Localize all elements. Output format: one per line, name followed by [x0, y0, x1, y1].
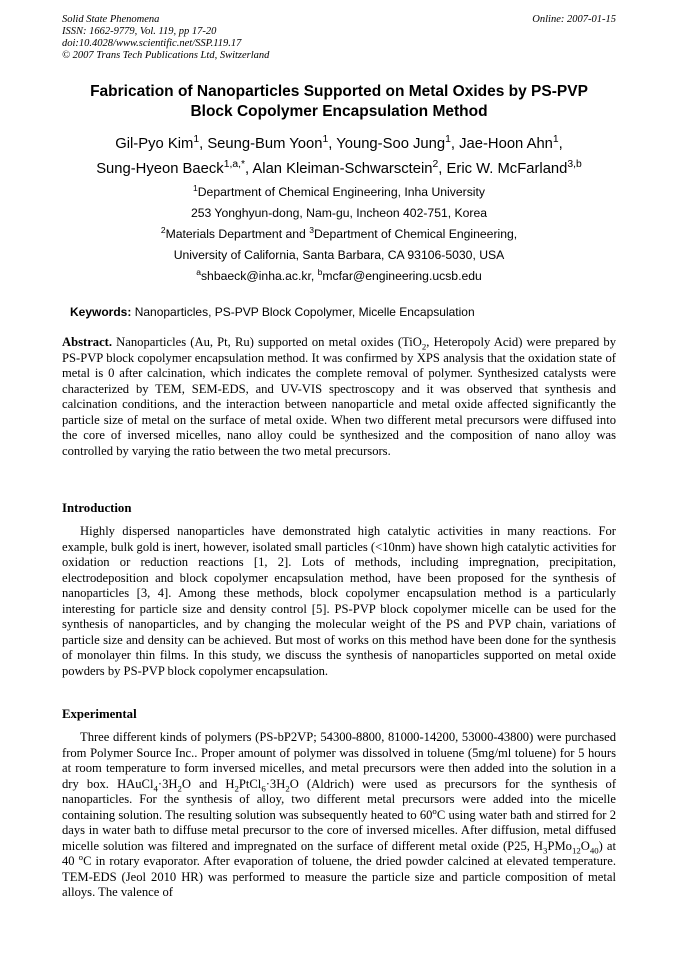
journal-name: Solid State Phenomena [62, 14, 160, 25]
section-heading-experimental: Experimental [62, 707, 137, 721]
author-affil-sup: 1 [322, 134, 329, 146]
email-line: $^a$shbaeck@inha.ac.kr, $^b$mcfar@engineering.ucsb.edu [196, 266, 482, 283]
author-affil-sup: 1 [552, 134, 559, 146]
online-date: Online: 2007-01-15 [532, 14, 616, 25]
author-line-2: Sung-Hyeon Baeck$^{1,a,*}$, Alan Kleiman-Schwarsctein$^2$, Eric W. McFarland$^{3,b}$ [96, 159, 582, 177]
author-affil-sup: 1,a,* [223, 159, 245, 171]
keywords-label: Keywords: [70, 305, 132, 319]
author-line-1: Gil-Pyo Kim$^1$, Seung-Bum Yoon$^1$, Young-Soo Jung$^1$, Jae-Hoon Ahn$^1$, [115, 134, 563, 152]
author-affil-sup: 1 [445, 134, 451, 146]
author-name: Sung-Hyeon Baeck [96, 161, 224, 177]
experimental-paragraph: Three different kinds of polymers (PS-bP2VP; 54300-8800, 81000-14200, 53000-43800) were purchased from Polymer Source Inc.. Proper amount of polymer was dissolved in toluene (5mg/ml toluene) for 5 hours at room temperature to form inversed micelles, and metal precursors were then added into the solution in a dry box. $HAuCl_4\cdot 3H_2O$ and $H_2PtCl_6\cdot 3H_2O$ (Aldrich) were used as precursors for the synthesis of nanoparticles. For the synthesis of alloy, two different metal precursors were added into the micelle containing solution. The resulting solution was subsequently heated to 60$^o$C using water bath and stirred for 2 days in water bath to diffuse metal precursor to the core of inversed micelles. After diffusion, metal diffused micelle solution was filtered and impregnated on the surface of different metal oxide (P25, $H_3PMo_{12}O_{40}$) at 40 $^o$C in rotary evaporator. After evaporation of toluene, the dried powder calcined at elevated temperature. TEM-EDS (Jeol 2010 HR) was performed to measure the particle size and particle composition of metal alloys. The valence of [62, 730, 617, 900]
author-name: Young-Soo Jung [336, 136, 446, 152]
affiliation-2-3: $^2$Materials Department and $^3$Department of Chemical Engineering, [160, 224, 518, 241]
author-affil-sup: 3,b [567, 159, 582, 171]
doi-line[interactable]: doi:10.4028/www.scientific.net/SSP.119.17 [62, 38, 242, 49]
issn-line: ISSN: 1662-9779, Vol. 119, pp 17-20 [62, 26, 217, 37]
author-name: Seung-Bum Yoon [207, 136, 323, 152]
section-heading-introduction: Introduction [62, 501, 132, 515]
affiliation-2-3-address: University of California, Santa Barbara, CA 93106-5030, USA [173, 248, 505, 262]
abstract: Abstract. Nanoparticles (Au, Pt, Ru) supported on metal oxides (TiO$_2$, Heteropoly Acid) were prepared by PS-PVP block copolymer encapsulation method. It was confirmed by XPS analysis that the oxidation state of metal is 0 after calcination, which indicates the complete removal of polymer. Synthesized catalysts were characterized by TEM, SEM-EDS, and UV-VIS spectroscopy and it was observed that synthesis and calcination conditions, and the interaction between nanoparticle and metal oxide affected significantly the particle size of metal on the surface of metal oxide. When two different metal precursors were diffused into the core of inversed micelles, nano alloy could be synthesized and the composition of nano alloy was controlled by varying the ratio between the two metal precursors. [62, 335, 616, 458]
affiliation-1-address: 253 Yonghyun-dong, Nam-gu, Incheon 402-751, Korea [190, 206, 488, 220]
author-name: Gil-Pyo Kim [115, 136, 194, 152]
author-list [62, 132, 616, 182]
author-affil-sup: 2 [432, 159, 439, 171]
affiliations [62, 182, 616, 287]
copyright-line: © 2007 Trans Tech Publications Ltd, Switzerland [62, 50, 270, 61]
paper-title [62, 82, 616, 122]
author-name: Jae-Hoon Ahn [459, 136, 553, 152]
affiliation-1: $^1$Department of Chemical Engineering, Inha University [193, 182, 485, 199]
email-link-a[interactable]: shbaeck@inha.ac.kr, [200, 269, 318, 283]
author-name: Alan Kleiman-Schwarsctein [252, 161, 433, 177]
author-affil-sup: 1 [193, 134, 200, 146]
title-line-2: Block Copolymer Encapsulation Method [190, 103, 488, 120]
email-link-b[interactable]: mcfar@engineering.ucsb.edu [322, 269, 482, 283]
title-line-1: Fabrication of Nanoparticles Supported on Metal Oxides by PS-PVP [90, 83, 588, 100]
keywords-text: Nanoparticles, PS-PVP Block Copolymer, Micelle Encapsulation [131, 305, 475, 319]
journal-header [62, 14, 269, 62]
abstract-label: Abstract. [62, 335, 113, 349]
introduction-paragraph: Highly dispersed nanoparticles have demonstrated high catalytic activities in many reactions. For example, bulk gold is inert, however, isolated small particles (<10nm) have shown high catalytic activities for oxidation or reduction reactions [1, 2]. Lots of methods, including impregnation, precipitation, electrodeposition and block copolymer encapsulation method, have been proposed for the synthesis of nanoparticles [3, 4]. Among these methods, block copolymer encapsulation method is a particularly interesting for particle size and density control [5]. PS-PVP block copolymer micelle can be used for the synthesis of nanoparticles, and by changing the molecular weight of the PS and PVP chain, variations of particle size and density can be achieved. But most of works on this method have been done for the synthesis of monolayer thin films. In this study, we discuss the synthesis of nanoparticles supported on metal oxide powders by PS-PVP block copolymer encapsulation. [62, 524, 616, 678]
keywords [70, 304, 616, 320]
author-name: Eric W. McFarland [446, 161, 568, 177]
